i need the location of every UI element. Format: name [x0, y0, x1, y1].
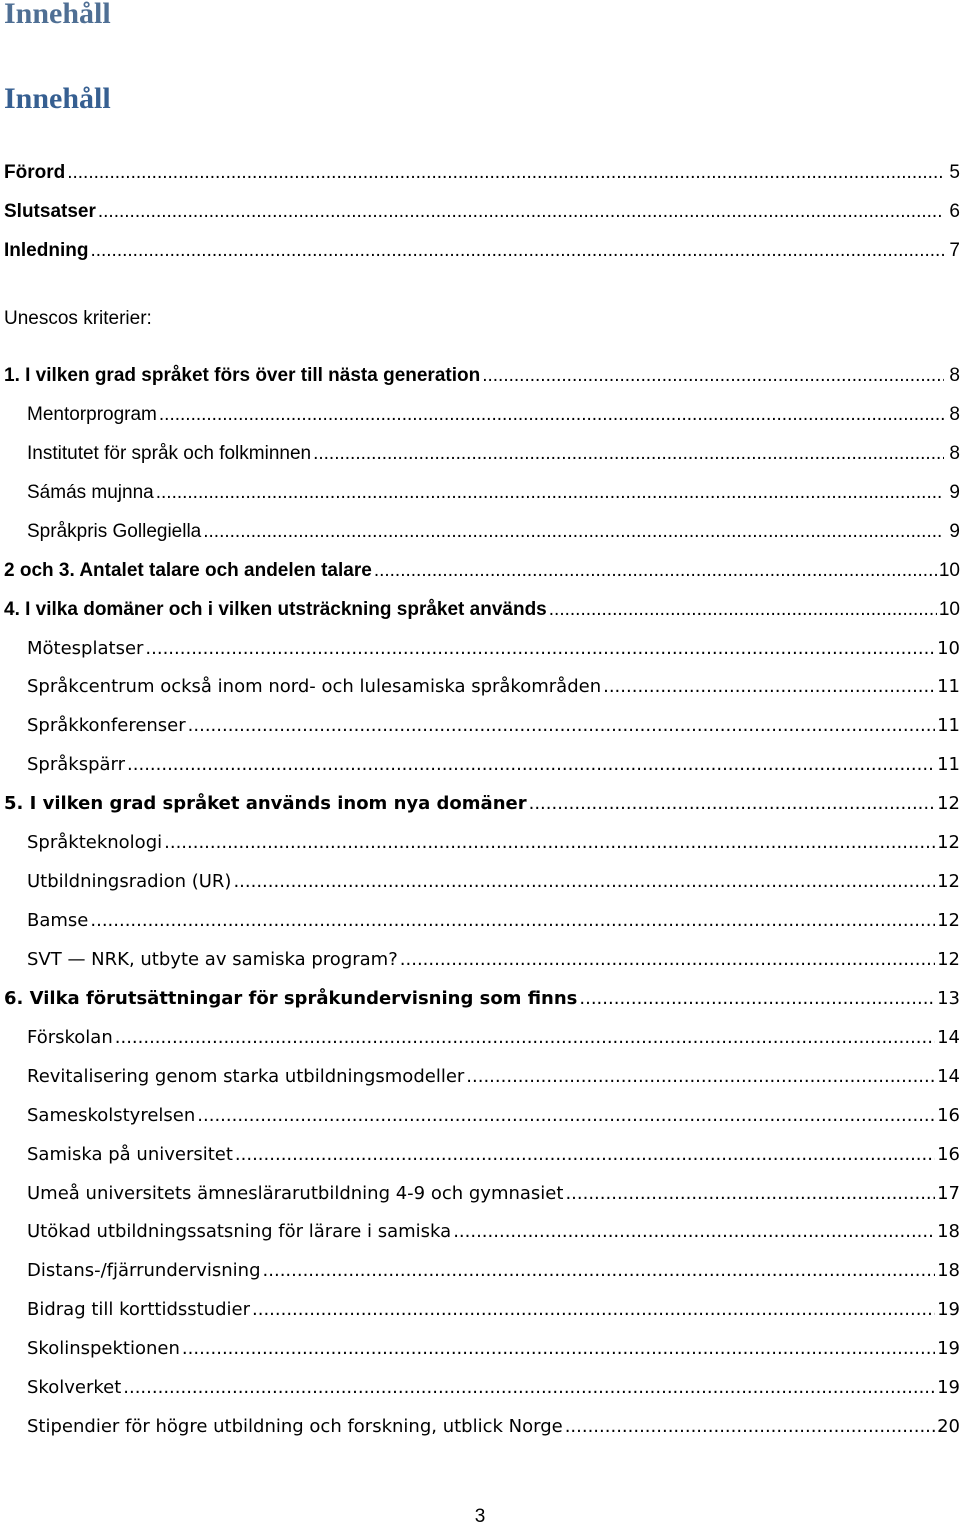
- toc-entry-page: 10: [937, 638, 960, 659]
- toc-entry-page: 19: [937, 1377, 960, 1398]
- toc-entry[interactable]: [4, 160, 960, 186]
- toc-entry-title: Förskolan: [27, 1027, 113, 1048]
- toc-dot-leader: [565, 1181, 935, 1207]
- toc-entry-title: Sámás mujnna: [27, 482, 154, 503]
- toc-dot-leader: [67, 160, 944, 186]
- toc-entry-page: 10: [938, 560, 960, 581]
- toc-entry-title: Utökad utbildningssatsning för lärare i samiska: [27, 1221, 452, 1242]
- page-top-heading: Innehåll: [4, 0, 111, 30]
- toc-entry-page: 11: [937, 715, 960, 736]
- toc-entry-page: 13: [937, 988, 960, 1009]
- toc-entry-page: 12: [937, 949, 960, 970]
- toc-dot-leader: [90, 238, 944, 264]
- toc-dot-leader: [203, 519, 944, 545]
- toc-entry[interactable]: [4, 791, 960, 817]
- toc-entry[interactable]: [27, 1219, 960, 1245]
- toc-dot-leader: [235, 1142, 935, 1168]
- toc-entry[interactable]: [27, 1336, 960, 1362]
- toc-dot-leader: [90, 908, 935, 934]
- toc-entry-page: 19: [937, 1338, 960, 1359]
- toc-dot-leader: [565, 1414, 935, 1440]
- toc-entry[interactable]: [27, 947, 960, 973]
- toc-entry-page: 16: [937, 1144, 960, 1165]
- toc-entry[interactable]: [27, 1181, 960, 1207]
- toc-entry-title: Skolinspektionen: [27, 1338, 180, 1359]
- toc-entry[interactable]: [27, 908, 960, 934]
- toc-dot-leader: [127, 752, 935, 778]
- toc-entry[interactable]: [4, 363, 960, 389]
- toc-dot-leader: [145, 636, 935, 662]
- toc-entry-page: 12: [937, 910, 960, 931]
- toc-dot-leader: [252, 1297, 935, 1323]
- toc-entry[interactable]: [4, 986, 960, 1012]
- toc-entry-title: Sameskolstyrelsen: [27, 1105, 196, 1126]
- toc-entry-page: 7: [949, 240, 960, 261]
- toc-entry-page: 18: [937, 1260, 960, 1281]
- toc-dot-leader: [482, 363, 944, 389]
- toc-entry-title: Stipendier för högre utbildning och forskning, utblick Norge: [27, 1416, 563, 1437]
- toc-dot-leader: [529, 791, 935, 817]
- toc-entry[interactable]: [27, 1258, 960, 1284]
- toc-dot-leader: [188, 713, 935, 739]
- toc-entry-page: 14: [937, 1066, 960, 1087]
- toc-entry-page: 6: [949, 201, 960, 222]
- toc-dot-leader: [466, 1064, 935, 1090]
- toc-entry-title: Förord: [4, 162, 66, 183]
- toc-entry-page: 11: [937, 676, 960, 697]
- toc-entry[interactable]: [27, 519, 960, 545]
- toc-entry-page: 12: [937, 793, 960, 814]
- toc-entry-title: 5. I vilken grad språket används inom nya domäner: [4, 793, 527, 814]
- toc-entry-title: Inledning: [4, 240, 89, 261]
- toc-dot-leader: [313, 441, 944, 467]
- toc-entry-page: 18: [937, 1221, 960, 1242]
- toc-entry-title: Slutsatser: [4, 201, 96, 222]
- toc-entry-title: 1. I vilken grad språket förs över till nästa generation: [4, 365, 481, 386]
- toc-entry-page: 12: [937, 871, 960, 892]
- toc-entry[interactable]: [4, 558, 960, 584]
- toc-entry[interactable]: [27, 1103, 960, 1129]
- toc-entry[interactable]: [27, 869, 960, 895]
- toc-entry-title: Bamse: [27, 910, 89, 931]
- toc-entry-page: 8: [949, 365, 960, 386]
- toc-dot-leader: [197, 1103, 935, 1129]
- toc-entry-page: 9: [949, 482, 960, 503]
- toc-entry-page: 19: [937, 1299, 960, 1320]
- toc-entry-page: 14: [937, 1027, 960, 1048]
- unesco-criteria-label: Unescos kriterier:: [4, 308, 152, 329]
- toc-entry[interactable]: [27, 402, 960, 428]
- toc-entry[interactable]: [27, 752, 960, 778]
- toc-entry-title: Institutet för språk och folkminnen: [27, 443, 312, 464]
- toc-entry-page: 10: [938, 599, 960, 620]
- toc-entry-title: Umeå universitets ämneslärarutbildning 4-9 och gymnasiet: [27, 1183, 564, 1204]
- toc-entry[interactable]: [27, 1297, 960, 1323]
- toc-dot-leader: [263, 1258, 936, 1284]
- toc-entry-title: Utbildningsradion (UR): [27, 871, 232, 892]
- toc-dot-leader: [98, 199, 944, 225]
- toc-entry-title: 6. Vilka förutsättningar för språkundervisning som finns: [4, 988, 578, 1009]
- toc-entry[interactable]: [4, 199, 960, 225]
- toc-entry-title: Språkkonferenser: [27, 715, 186, 736]
- toc-entry[interactable]: [27, 636, 960, 662]
- page-number: 3: [474, 1506, 486, 1527]
- toc-entry-title: Mötesplatser: [27, 638, 144, 659]
- toc-entry[interactable]: [27, 1414, 960, 1440]
- toc-dot-leader: [374, 558, 937, 584]
- toc-entry-title: Skolverket: [27, 1377, 122, 1398]
- toc-entry-title: Revitalisering genom starka utbildningsmodeller: [27, 1066, 465, 1087]
- toc-entry-page: 12: [937, 832, 960, 853]
- toc-entry-page: 20: [937, 1416, 960, 1437]
- toc-entry-title: Bidrag till korttidsstudier: [27, 1299, 250, 1320]
- toc-entry-page: 17: [937, 1183, 960, 1204]
- toc-dot-leader: [115, 1025, 935, 1051]
- toc-dot-leader: [549, 597, 937, 623]
- toc-entry-title: SVT — NRK, utbyte av samiska program?: [27, 949, 398, 970]
- toc-entry[interactable]: [27, 830, 960, 856]
- toc-dot-leader: [159, 402, 944, 428]
- toc-entry[interactable]: [4, 597, 960, 623]
- toc-dot-leader: [182, 1336, 935, 1362]
- toc-entry[interactable]: [27, 713, 960, 739]
- toc-dot-leader: [233, 869, 935, 895]
- toc-entry-title: Språkcentrum också inom nord- och lulesamiska språkområden: [27, 676, 602, 697]
- toc-entry-title: 2 och 3. Antalet talare och andelen talare: [4, 560, 372, 581]
- toc-entry-page: 11: [937, 754, 960, 775]
- toc-entry[interactable]: [27, 480, 960, 506]
- toc-entry-page: 9: [949, 521, 960, 542]
- toc-dot-leader: [453, 1219, 935, 1245]
- toc-entry-title: Mentorprogram: [27, 404, 157, 425]
- toc-entry-title: Språkpris Gollegiella: [27, 521, 202, 542]
- toc-dot-leader: [400, 947, 935, 973]
- toc-entry-page: 8: [949, 404, 960, 425]
- toc-dot-leader: [123, 1375, 935, 1401]
- toc-entry-title: Språkspärr: [27, 754, 126, 775]
- toc-heading: Innehåll: [4, 82, 111, 115]
- toc-entry-title: Språkteknologi: [27, 832, 163, 853]
- toc-entry[interactable]: [27, 1064, 960, 1090]
- toc-entry[interactable]: [27, 441, 960, 467]
- toc-dot-leader: [603, 674, 935, 700]
- toc-entry-page: 5: [949, 162, 960, 183]
- toc-entry-title: Samiska på universitet: [27, 1144, 233, 1165]
- toc-entry-page: 16: [937, 1105, 960, 1126]
- toc-entry-title: Distans-/fjärrundervisning: [27, 1260, 261, 1281]
- toc-entry[interactable]: [27, 1142, 960, 1168]
- toc-entry[interactable]: [27, 674, 960, 700]
- toc-dot-leader: [156, 480, 944, 506]
- toc-dot-leader: [579, 986, 935, 1012]
- toc-entry[interactable]: [27, 1375, 960, 1401]
- toc-dot-leader: [164, 830, 935, 856]
- toc-entry[interactable]: [27, 1025, 960, 1051]
- toc-entry-page: 8: [949, 443, 960, 464]
- toc-entry[interactable]: [4, 238, 960, 264]
- toc-entry-title: 4. I vilka domäner och i vilken utsträckning språket används: [4, 599, 547, 620]
